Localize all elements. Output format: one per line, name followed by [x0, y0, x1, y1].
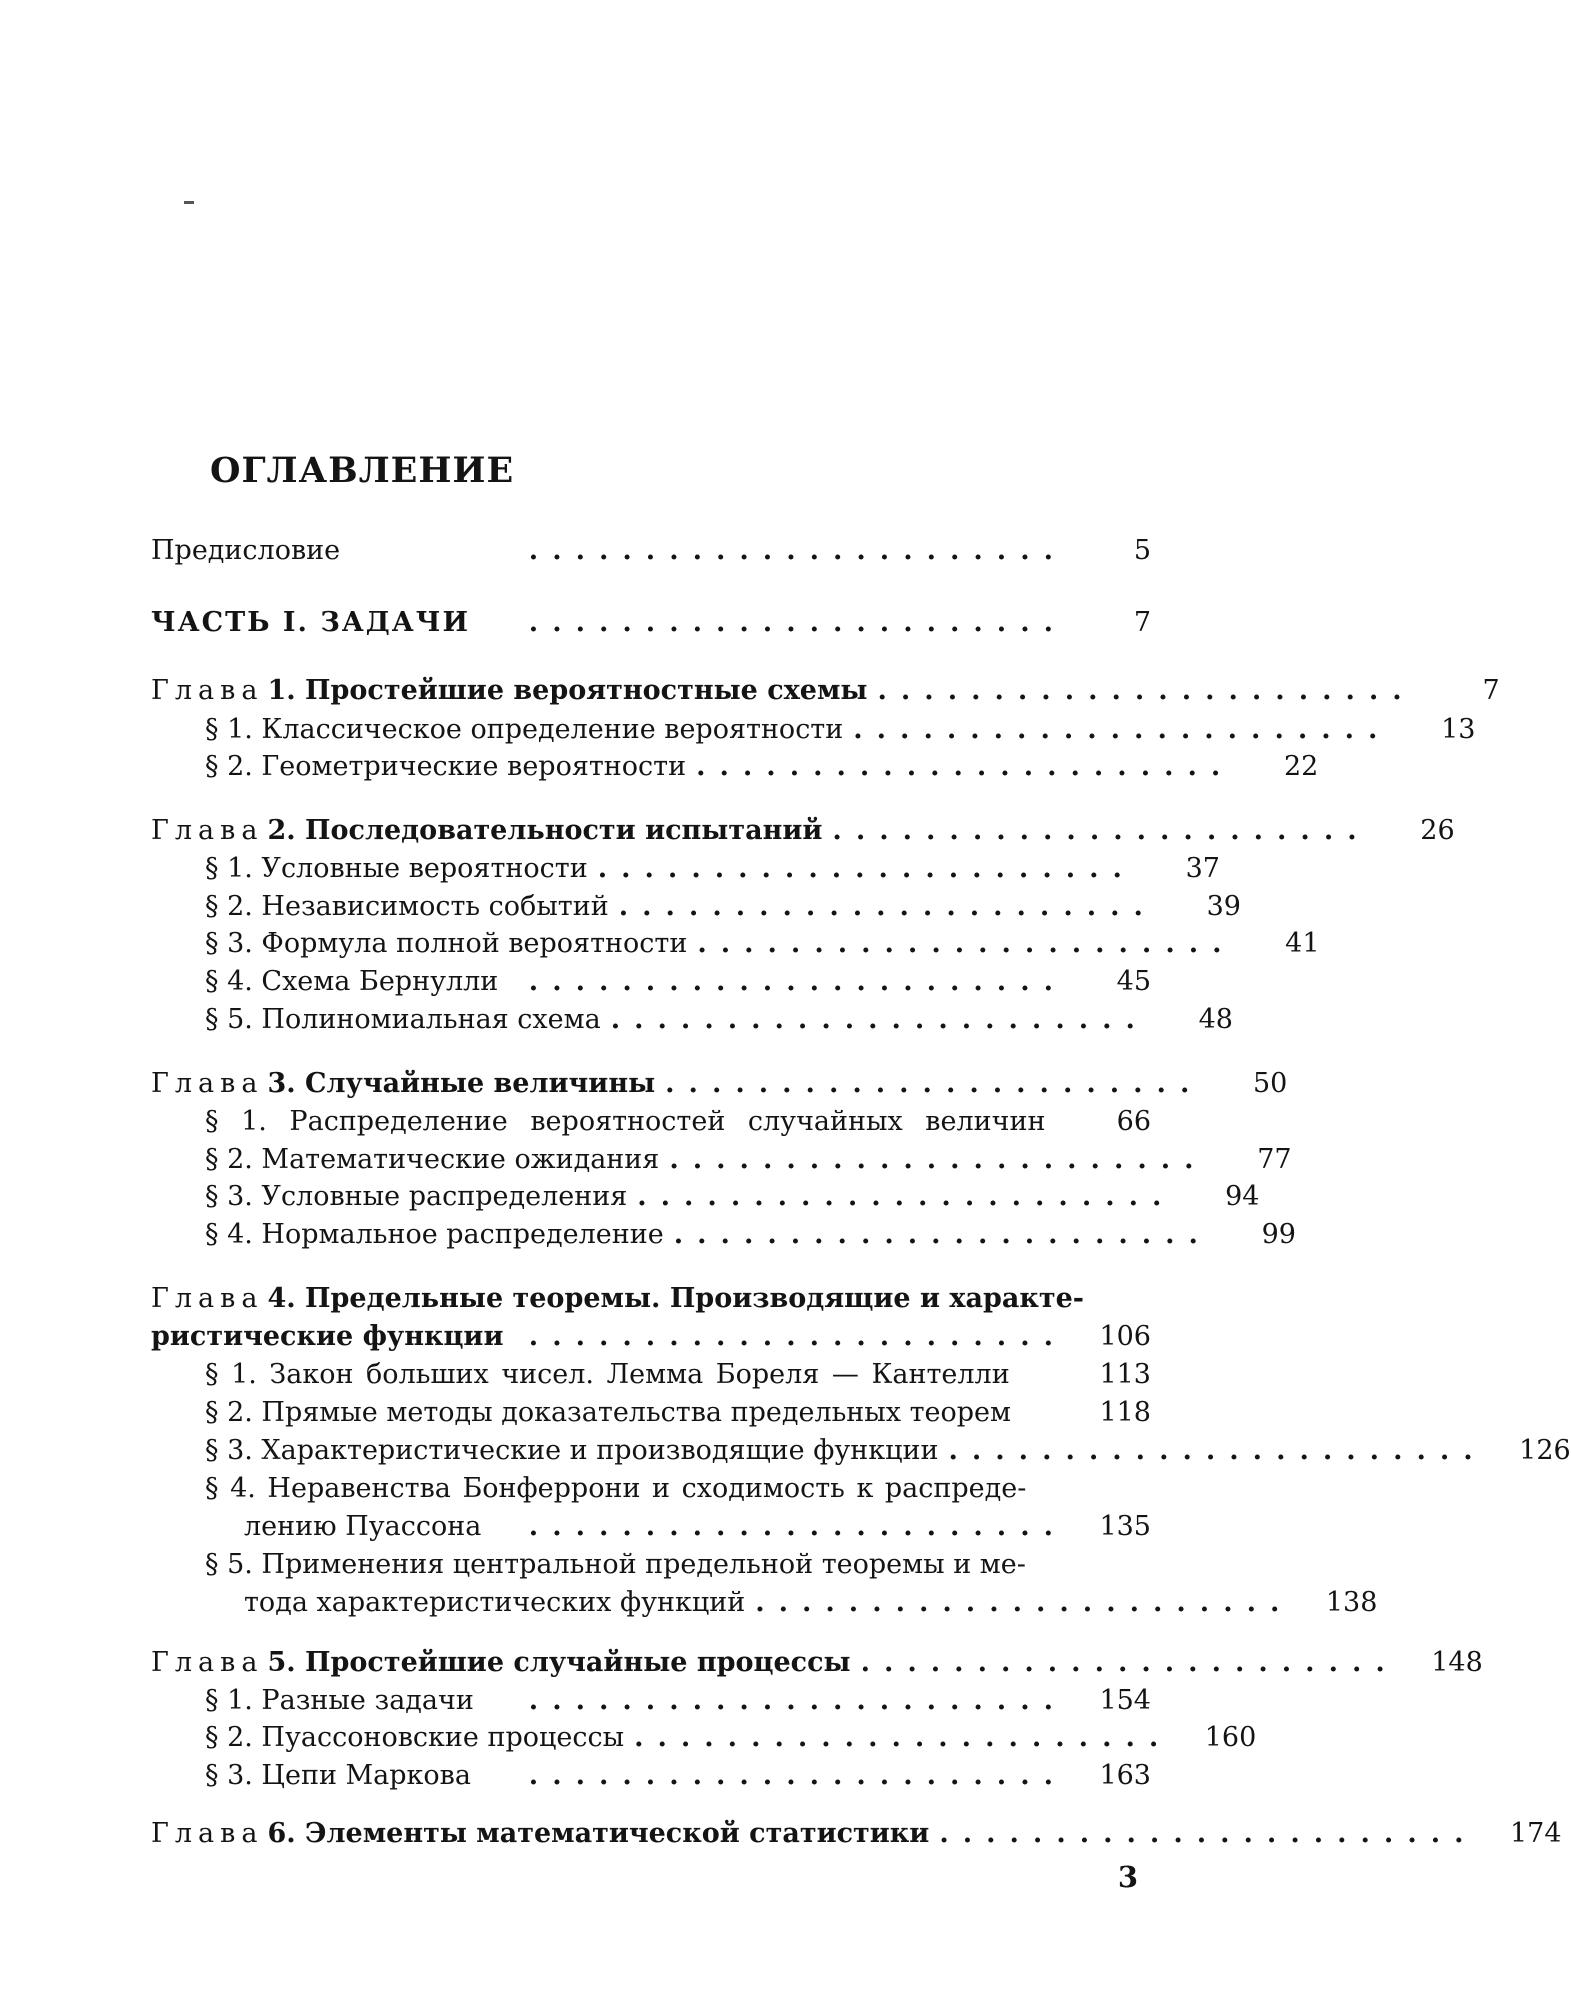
toc-section — [205, 1141, 1292, 1179]
toc-section — [205, 1356, 1151, 1394]
toc-entry-page: 66 — [1116, 1106, 1151, 1137]
toc-entry-title: § 2. Пуассоновские процессы — [205, 1722, 625, 1753]
toc-entry-page: 94 — [1225, 1181, 1260, 1212]
chapter-prefix: Глава — [151, 675, 264, 706]
toc-chapter — [151, 1815, 1562, 1853]
dot-leader: ....................... — [755, 1587, 1294, 1618]
toc-entry-page: 174 — [1509, 1818, 1562, 1849]
toc-entry-title: § 2. Независимость событий — [205, 891, 609, 922]
toc-entry-title: § 2. Математические ожидания — [205, 1144, 660, 1175]
toc-chapter — [151, 1644, 1483, 1682]
dot-leader: ....................... — [634, 1722, 1173, 1753]
chapter-prefix: Глава — [151, 1068, 264, 1099]
toc-entry-title: § 4. Неравенства Бонферрони и сходимость к распреде- — [205, 1473, 1027, 1504]
toc-section — [205, 1103, 1151, 1141]
dot-leader: ....................... — [673, 1219, 1212, 1250]
toc-section — [205, 1178, 1260, 1216]
dot-leader: ....................... — [669, 1144, 1208, 1175]
toc-entry-title: 4. Предельные теоремы. Производящие и характе- — [267, 1283, 1084, 1314]
toc-entry-page: 13 — [1441, 714, 1476, 745]
dot-leader: ....................... — [637, 1181, 1176, 1212]
toc-chapter — [151, 672, 1500, 710]
toc-entry-page: 26 — [1420, 815, 1455, 846]
toc-entry-title: 6. Элементы математической статистики — [267, 1818, 930, 1849]
toc-entry-title: § 1. Распределение вероятностей случайных величин — [205, 1106, 1046, 1137]
toc-entry-title: § 3. Характеристические и производящие функции — [205, 1435, 939, 1466]
dot-leader: ....................... — [528, 1511, 1067, 1542]
toc-entry-page: 48 — [1198, 1004, 1233, 1035]
toc-entry-title: § 3. Формула полной вероятности — [205, 928, 688, 959]
chapter-prefix: Глава — [151, 1647, 264, 1678]
toc-section — [205, 1757, 1151, 1795]
toc-entry-title: 1. Простейшие вероятностные схемы — [267, 675, 868, 706]
toc-entry-page: 7 — [1482, 675, 1500, 706]
toc-section — [205, 748, 1319, 786]
toc-entry-title: ристические функции — [151, 1321, 504, 1352]
toc-section — [205, 1394, 1151, 1432]
toc-entry-page: 39 — [1206, 891, 1241, 922]
dot-leader: ....................... — [877, 675, 1416, 706]
toc-entry-page: 148 — [1431, 1647, 1483, 1678]
toc-entry-title: § 1. Условные вероятности — [205, 853, 588, 884]
toc-entry-title: § 1. Классическое определение вероятности — [205, 714, 844, 745]
toc-entry-page: 7 — [1133, 607, 1151, 638]
toc-entry-page: 77 — [1257, 1144, 1292, 1175]
toc-entry-page: 138 — [1325, 1587, 1378, 1618]
toc-entry-page: 106 — [1099, 1321, 1151, 1352]
page-title: ОГЛАВЛЕНИЕ — [210, 450, 515, 491]
toc-entry-page: 99 — [1261, 1219, 1296, 1250]
dot-leader: ....................... — [832, 815, 1371, 846]
toc-section — [205, 1682, 1151, 1720]
dot-leader: ....................... — [665, 1068, 1204, 1099]
toc-part — [151, 604, 1151, 642]
toc-entry-title: § 2. Геометрические вероятности — [205, 751, 687, 782]
toc-entry-page: 163 — [1099, 1760, 1151, 1791]
toc-entry-title: § 1. Разные задачи — [205, 1685, 474, 1716]
toc-entry-title: § 5. Применения центральной предельной теоремы и ме- — [205, 1549, 1026, 1580]
toc-section — [205, 1470, 1151, 1508]
toc-entry-title: Предисловие — [151, 535, 341, 566]
toc-entry — [151, 532, 1151, 570]
dot-leader: ....................... — [939, 1818, 1478, 1849]
dot-leader: ....................... — [697, 928, 1236, 959]
toc-entry-page: 45 — [1116, 966, 1151, 997]
toc-section — [205, 888, 1241, 926]
toc-section-continued — [244, 1508, 1151, 1546]
toc-entry-title: § 3. Цепи Маркова — [205, 1760, 471, 1791]
page-number: 3 — [1117, 1860, 1138, 1894]
toc-entry-title: § 1. Закон больших чисел. Лемма Бореля — Кантелли — [205, 1359, 1010, 1390]
toc-entry-page: 22 — [1283, 751, 1319, 782]
toc-section — [205, 1001, 1233, 1039]
toc-section — [205, 1719, 1257, 1757]
toc-entry-title: 5. Простейшие случайные процессы — [267, 1647, 851, 1678]
dot-leader: ....................... — [853, 714, 1392, 745]
chapter-prefix: Глава — [151, 1283, 264, 1314]
chapter-prefix: Глава — [151, 1818, 264, 1849]
toc-chapter — [151, 1065, 1288, 1103]
toc-entry-title: лению Пуассона — [244, 1511, 482, 1542]
toc-section-continued — [244, 1584, 1378, 1622]
toc-entry-title: § 5. Полиномиальная схема — [205, 1004, 601, 1035]
dot-leader: ....................... — [528, 1760, 1067, 1791]
dot-leader: ....................... — [860, 1647, 1399, 1678]
toc-chapter — [151, 812, 1455, 850]
toc-entry-title: тода характеристических функций — [244, 1587, 746, 1618]
toc-entry-page: 37 — [1185, 853, 1220, 884]
chapter-prefix: Глава — [151, 815, 264, 846]
toc-section — [205, 850, 1220, 888]
dot-leader: ....................... — [528, 535, 1067, 566]
toc-entry-page: 160 — [1204, 1722, 1257, 1753]
dot-leader: ....................... — [528, 607, 1067, 638]
toc-entry-page: 113 — [1099, 1359, 1151, 1390]
toc-section — [205, 711, 1476, 749]
toc-chapter — [151, 1280, 1151, 1318]
toc-entry-page: 41 — [1285, 928, 1320, 959]
toc-entry-title: § 4. Схема Бернулли — [205, 966, 499, 997]
print-speck — [184, 201, 194, 204]
toc-entry-page: 135 — [1099, 1511, 1151, 1542]
toc-section — [205, 925, 1320, 963]
toc-section — [205, 1216, 1296, 1254]
dot-leader: ....................... — [528, 1685, 1067, 1716]
toc-entry-page: 5 — [1133, 535, 1151, 566]
dot-leader: ....................... — [528, 966, 1067, 997]
toc-section — [205, 963, 1151, 1001]
dot-leader: ....................... — [597, 853, 1136, 884]
toc-entry-title: § 3. Условные распределения — [205, 1181, 628, 1212]
toc-entry-title: 3. Случайные величины — [267, 1068, 656, 1099]
dot-leader: ....................... — [610, 1004, 1149, 1035]
toc-entry-page: 154 — [1099, 1685, 1151, 1716]
dot-leader: ....................... — [696, 751, 1235, 782]
dot-leader: ....................... — [948, 1435, 1487, 1466]
toc-section — [205, 1432, 1571, 1470]
toc-entry-page: 126 — [1519, 1435, 1571, 1466]
toc-chapter-continued — [151, 1318, 1151, 1356]
toc-entry-title: ЧАСТЬ I. ЗАДАЧИ — [151, 607, 470, 638]
toc-entry-page: 50 — [1252, 1068, 1288, 1099]
toc-entry-title: 2. Последовательности испытаний — [267, 815, 823, 846]
toc-entry-title: § 2. Прямые методы доказательства предельных теорем — [205, 1397, 1012, 1428]
toc-entry-title: § 4. Нормальное распределение — [205, 1219, 664, 1250]
toc-entry-page: 118 — [1099, 1397, 1151, 1428]
dot-leader: ....................... — [618, 891, 1157, 922]
dot-leader: ....................... — [528, 1321, 1067, 1352]
toc-section — [205, 1546, 1151, 1584]
